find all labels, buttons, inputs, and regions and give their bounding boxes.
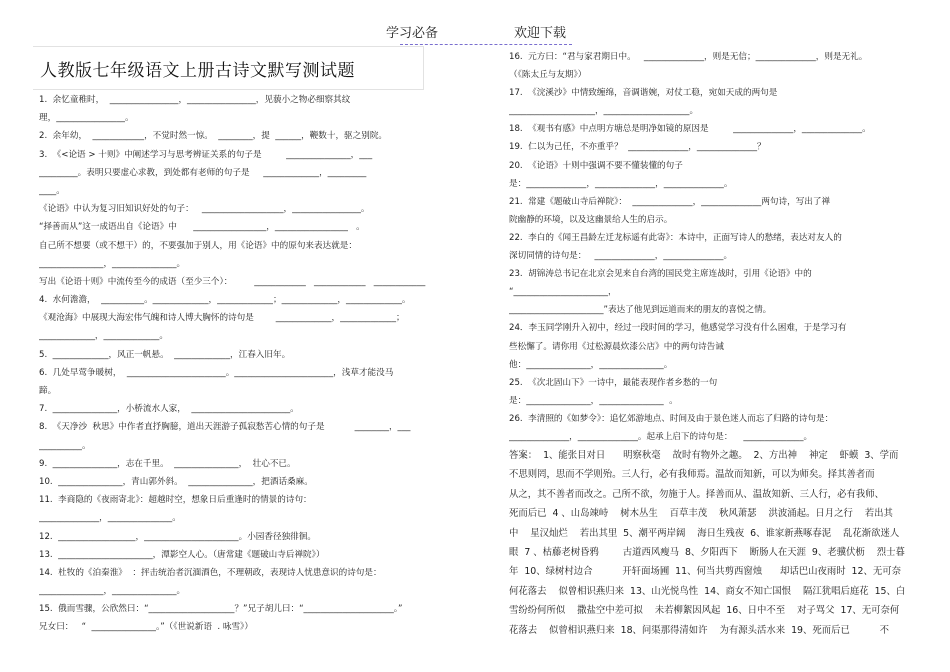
question-line: 23. 胡锦涛总书记在北京会见来自台湾的国民党主席连战时，引用《论语》中的: [509, 269, 812, 280]
question-line: 自己所不想要（或不想干）的，不要强加于别人，用《论语》中的原句来表达就是：: [39, 240, 357, 251]
question-line: “______________________，: [509, 287, 617, 298]
question-line: 4. 水何澹澹， __________。_____________，_____________；_____________，_____________。: [39, 295, 411, 306]
question-line: 理，________________。: [39, 113, 134, 124]
question-line: 2. 余年幼， ____________，不觉时然一惊。 ________，提 ______，鞭数十，驱之别院。: [39, 131, 388, 142]
answer-line: 何花落去 似曾相识燕归来 13、山光悦鸟性 14、商女不知亡国恨 隔江犹唱后庭花 15、白: [509, 585, 906, 597]
question-line: 21. 常建《题破山寺后禅院》： ______________，______________两句诗，写出了禅: [509, 196, 831, 207]
question-line: ____________________，____________________。: [509, 106, 699, 117]
question-line: 25. 《次北固山下》一诗中，最能表现作者乡愁的一句: [509, 377, 718, 388]
question-line: 蹄。: [39, 386, 57, 396]
answer-line: 答案： 1、能张目对日 明察秋毫 故时有物外之趣。 2、方出神 神定 虾蟆 3、学而: [509, 450, 899, 462]
question-line: 《观沧海》中展现大海宏伟气魄和诗人博大胸怀的诗句是 _____________，_____________；: [39, 313, 405, 324]
question-line: 24．李玉同学刚升入初中，经过一段时间的学习，他感觉学习没有什么困难，于是学习有: [509, 323, 847, 334]
answer-line: 死而后已 4 、山岛竦峙 树木丛生 百草丰茂 秋风萧瑟 洪波涌起。日月之行 若出其: [509, 508, 893, 520]
question-line: 22. 李白的《闻王昌龄左迁龙标遥有此寄》：本诗中，正面写诗人的愁绪，表达对友人的: [509, 232, 842, 243]
question-line: 13. ______________________，潭影空人心。（唐常建《题破山寺后禅院》）: [39, 549, 325, 560]
question-line: _________。表明只要虚心求教，到处都有老师的句子是 _____________，_________: [39, 167, 367, 178]
answer-line: 不思则罔，思而不学则殆。三人行，必有我师焉。温故而知新，可以为师矣。择其善者而: [509, 469, 875, 481]
header-divider: [400, 44, 572, 45]
question-line: _______________，_______________。: [39, 258, 186, 269]
question-line: ______________，______________。起承上启下的诗句是： ______________。: [509, 431, 813, 442]
question-line: 12. __________________，______________________。小园香径独徘徊。: [39, 531, 316, 542]
question-line: 1. 余忆童稚时， ________________，________________，见藐小之物必细察其纹: [39, 95, 351, 105]
question-line: 17. 《浣溪沙》中情致缠绵，音调谐婉，对仗工稳，宛如天成的两句是: [509, 88, 778, 99]
question-line: 10. _______________，青山郭外斜。 _______________，把酒话桑麻。: [39, 476, 313, 487]
question-line: 院幽静的环境，以及这幽景给人生的启示。: [509, 214, 673, 225]
question-line: 些松懈了。请你用《过松源晨炊漆公店》中的两句诗告诫: [509, 341, 724, 352]
question-line: ______________________”表达了他见到远道而来的朋友的喜悦之情。: [509, 305, 772, 316]
question-line: ____。: [39, 185, 65, 196]
left-column: [39, 91, 449, 637]
question-line: 6. 几处早莺争暖树， _______________________。_______________________，浅草才能没马: [39, 367, 394, 378]
question-line: 14. 杜牧的《泊秦淮》 ：抨击统治者沉湎酒色，不理朝政，表现诗人忧患意识的诗句是：: [39, 567, 382, 578]
question-line: 3. 《<论语 > 十则》中阐述学习与思考辨证关系的句子是 _______________，___: [39, 149, 373, 160]
question-line: 5. _____________，风正一帆悬。 _____________，江春入旧年。: [39, 349, 291, 360]
header-left-text: 学习必备: [386, 26, 439, 41]
question-line: “择善而从”这一成语出自《论语》中 _________________，_________________ 。: [39, 222, 365, 233]
answer-line: 中 星汉灿烂 若出其里 5、潮平两岸阔 海日生残夜 6、谁家新燕啄春泥 乱花渐欲迷人: [509, 527, 900, 539]
question-line: 深切同情的诗句是： ______________，______________。: [509, 251, 733, 262]
answer-line: 年 10、绿树村边合 开轩面场圃 11、何当共剪西窗烛 却话巴山夜雨时 12、无可奈: [509, 566, 901, 578]
question-line: _____________，_____________。: [39, 331, 168, 342]
question-line: 8. 《天净沙 秋思》中作者直抒胸臆，道出天涯游子孤寂愁苦心情的句子是 ________，___: [39, 422, 411, 433]
question-line: 19. 仁以为己任，不亦重乎？ ______________，______________？: [509, 142, 766, 153]
question-line: __________。: [39, 440, 91, 451]
question-line: 《论语》中认为复习旧知识好处的句子： ___________________，________________。: [39, 204, 370, 215]
answer-line: 从之，其不善者而改之。己所不欲，勿施于人。择善而从、温故知新、三人行，必有我师、: [509, 488, 885, 500]
question-line: 9. _______________，志在千里。 _______________， 壮心不已。: [39, 458, 296, 469]
question-line: 20. 《论语》十则中强调不要不懂装懂的句子: [509, 160, 683, 171]
answer-line: 花落去 似曾相识燕归来 18、问渠那得清如许 为有源头活水来 19、死而后已 不: [509, 624, 890, 636]
question-line: 15. 俄而雪骤，公欣然曰：“____________________？”兄子胡儿曰：“_____________________。”: [39, 604, 403, 615]
right-column: [509, 48, 919, 640]
question-line: 11. 李商隐的《夜雨寄北》：超越时空，想象日后重逢时的情景的诗句：: [39, 495, 312, 506]
question-line: 是：______________，______________，______________。: [509, 178, 733, 189]
question-line: 是：_______________，_______________ 。: [509, 395, 678, 406]
question-line: 16. 元方曰：“君与家君期日中。 ______________，则是无信；______________，则是无礼。: [509, 52, 868, 62]
question-line: 18. 《观书有感》中点明方塘总是明净如镜的原因是 ______________，______________。: [509, 124, 871, 135]
question-line: （《陈太丘与友期》）: [509, 70, 587, 81]
answer-line: 眼 7 、枯藤老树昏鸦 古道西风瘦马 8、夕阳西下 断肠人在天涯 9、老骥伏枥 烈士暮: [509, 547, 905, 559]
question-line: 写出《论语十则》中流传至今的成语（至少三个）： ____________ ____________ ____________: [39, 276, 426, 287]
header-right-text: 欢迎下载: [514, 26, 567, 41]
question-line: 他：_______________，_______________。: [509, 359, 673, 370]
page-title: 人教版七年级语文上册古诗文默写测试题: [40, 61, 355, 81]
question-line: ______________，_______________。: [39, 513, 181, 524]
question-line: 兄女曰： “ _______________。”（《世说新语 . 咏雪》）: [39, 622, 253, 633]
question-line: 26. 李清照的《如梦令》：追忆郊游地点、时间及由于景色迷人而忘了归路的诗句是：: [509, 413, 834, 424]
answer-line: 雪纷纷何所似 撒盐空中差可拟 未若柳絮因风起 16、日中不至 对子骂父 17、无可奈何: [509, 605, 900, 617]
question-line: 7. _______________，小桥流水人家， _______________________。: [39, 404, 299, 415]
question-line: _______________，_______________。: [39, 586, 186, 597]
